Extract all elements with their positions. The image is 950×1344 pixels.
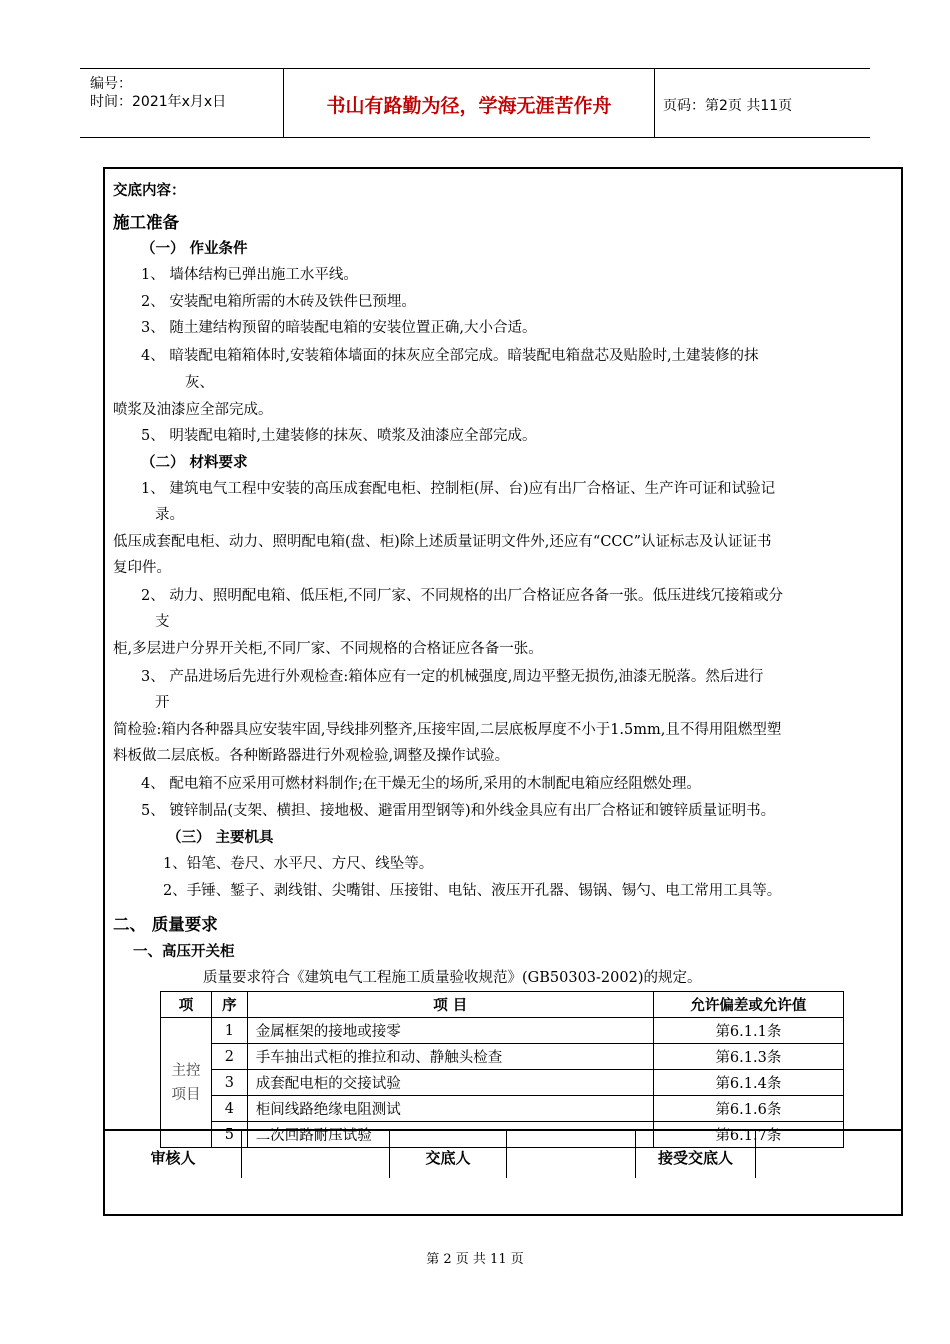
section-heading-quality: 二、 质量要求 xyxy=(113,915,218,934)
row-item: 成套配电柜的交接试验 xyxy=(247,1070,653,1096)
header-category: 项 xyxy=(161,992,212,1018)
material-line: 简检验:箱内各种器具应安装牢固,导线排列整齐,压接牢固,二层底板厚度不小于1.5mm,且不得用阻燃型塑 xyxy=(113,722,782,738)
document-number: 编号： xyxy=(90,76,132,92)
subheading-hv-cabinet: 一、高压开关柜 xyxy=(133,944,235,960)
receiver-sign-field[interactable] xyxy=(756,1131,901,1178)
section-heading-preparation: 施工准备 xyxy=(113,213,179,232)
row-no: 1 xyxy=(211,1018,247,1044)
material-line: 支 xyxy=(155,614,170,630)
material-line: 3、 产品进场后先进行外观检查:箱体应有一定的机械强度,周边平整无损伤,油漆无脱落。然后进行 xyxy=(141,669,764,685)
reviewer-label: 审核人 xyxy=(150,1149,196,1167)
row-item: 二次回路耐压试验 xyxy=(247,1122,653,1148)
intro-label: 交底内容： xyxy=(113,183,186,199)
material-line: 2、 动力、照明配电箱、低压柜,不同厂家、不同规格的出厂合格证应各备一张。低压进线冗接箱或分 xyxy=(141,588,783,604)
condition-line: 1、 墙体结构已弹出施工水平线。 xyxy=(141,267,358,283)
row-item: 柜间线路绝缘电阻测试 xyxy=(247,1096,653,1122)
subheading-materials: （二） 材料要求 xyxy=(141,455,248,471)
signature-row xyxy=(105,1129,901,1216)
condition-line: 灰、 xyxy=(185,375,214,391)
reviewer-sign-field[interactable] xyxy=(242,1131,390,1178)
table-row xyxy=(161,1044,844,1070)
quality-table xyxy=(160,991,844,1148)
material-line: 复印件。 xyxy=(113,560,171,576)
tool-line: 1、铅笔、卷尺、水平尺、方尺、线坠等。 xyxy=(163,856,434,872)
header-allowance: 允许偏差或允许值 xyxy=(653,992,843,1018)
subheading-tools: （三） 主要机具 xyxy=(167,830,274,846)
page-indicator: 页码：第2页 共11页 xyxy=(663,98,793,114)
material-line: 1、 建筑电气工程中安装的高压成套配电柜、控制柜(屏、台)应有出厂合格证、生产许可证和试验记 xyxy=(141,481,776,497)
disclosure-box xyxy=(103,167,903,1216)
page-footer: 第 2 页 共 11 页 xyxy=(426,1252,524,1267)
discloser-label-cell xyxy=(390,1131,507,1178)
row-value: 第6.1.1条 xyxy=(653,1018,843,1044)
row-value: 第6.1.4条 xyxy=(653,1070,843,1096)
row-item: 手车抽出式柜的推拉和动、静触头检查 xyxy=(247,1044,653,1070)
discloser-label: 交底人 xyxy=(425,1149,471,1167)
material-line: 5、 镀锌制品(支架、横担、接地极、避雷用型钢等)和外线金具应有出厂合格证和镀锌质量证明书。 xyxy=(141,803,776,819)
row-item: 金属框架的接地或接零 xyxy=(247,1018,653,1044)
condition-line: 5、 明装配电箱时,土建装修的抹灰、喷浆及油漆应全部完成。 xyxy=(141,428,537,444)
table-header-row xyxy=(161,992,844,1018)
group-main-control xyxy=(161,1018,212,1148)
row-no: 3 xyxy=(211,1070,247,1096)
row-no: 4 xyxy=(211,1096,247,1122)
row-value: 第6.1.6条 xyxy=(653,1096,843,1122)
tool-line: 2、手锤、錾子、剥线钳、尖嘴钳、压接钳、电钻、液压开孔器、锡锅、锡勺、电工常用工具等。 xyxy=(163,883,782,899)
table-row xyxy=(161,1070,844,1096)
header-item: 项 目 xyxy=(247,992,653,1018)
motto: 书山有路勤为径，学海无涯苦作舟 xyxy=(326,95,612,117)
quality-note: 质量要求符合《建筑电气工程施工质量验收规范》(GB50303-2002)的规定。 xyxy=(203,970,702,986)
row-value: 第6.1.7条 xyxy=(653,1122,843,1148)
group-label: 主控项目 xyxy=(171,1062,201,1103)
page-header xyxy=(80,68,870,138)
condition-line: 3、 随土建结构预留的暗装配电箱的安装位置正确,大小合适。 xyxy=(141,320,537,336)
material-line: 录。 xyxy=(155,507,184,523)
material-line: 柜,多层进户分界开关柜,不同厂家、不同规格的合格证应各备一张。 xyxy=(113,641,543,657)
material-line: 开 xyxy=(155,695,170,711)
material-line: 4、 配电箱不应采用可燃材料制作;在干燥无尘的场所,采用的木制配电箱应经阻燃处理。 xyxy=(141,776,701,792)
header-meta-cell xyxy=(80,69,284,137)
row-no: 5 xyxy=(211,1122,247,1148)
header-page-cell xyxy=(655,69,870,137)
table-row xyxy=(161,1096,844,1122)
material-line: 低压成套配电柜、动力、照明配电箱(盘、柜)除上述质量证明文件外,还应有“CCC”认证标志及认证证书 xyxy=(113,534,772,550)
header-seq: 序 xyxy=(211,992,247,1018)
row-no: 2 xyxy=(211,1044,247,1070)
header-motto-cell xyxy=(284,69,655,137)
subheading-conditions: （一） 作业条件 xyxy=(141,241,248,257)
receiver-label-cell xyxy=(636,1131,756,1178)
discloser-sign-field[interactable] xyxy=(507,1131,636,1178)
table-row xyxy=(161,1018,844,1044)
material-line: 料板做二层底板。各种断路器进行外观检验,调整及操作试验。 xyxy=(113,748,510,764)
row-value: 第6.1.3条 xyxy=(653,1044,843,1070)
reviewer-label-cell xyxy=(105,1131,242,1178)
receiver-label: 接受交底人 xyxy=(657,1149,733,1167)
document-date: 时间：2021年x月x日 xyxy=(90,94,227,110)
condition-line: 4、 暗装配电箱箱体时,安装箱体墙面的抹灰应全部完成。暗装配电箱盘芯及贴脸时,土建装修的抹 xyxy=(141,348,759,364)
condition-line: 喷浆及油漆应全部完成。 xyxy=(113,402,273,418)
condition-line: 2、 安装配电箱所需的木砖及铁件巳预埋。 xyxy=(141,294,416,310)
